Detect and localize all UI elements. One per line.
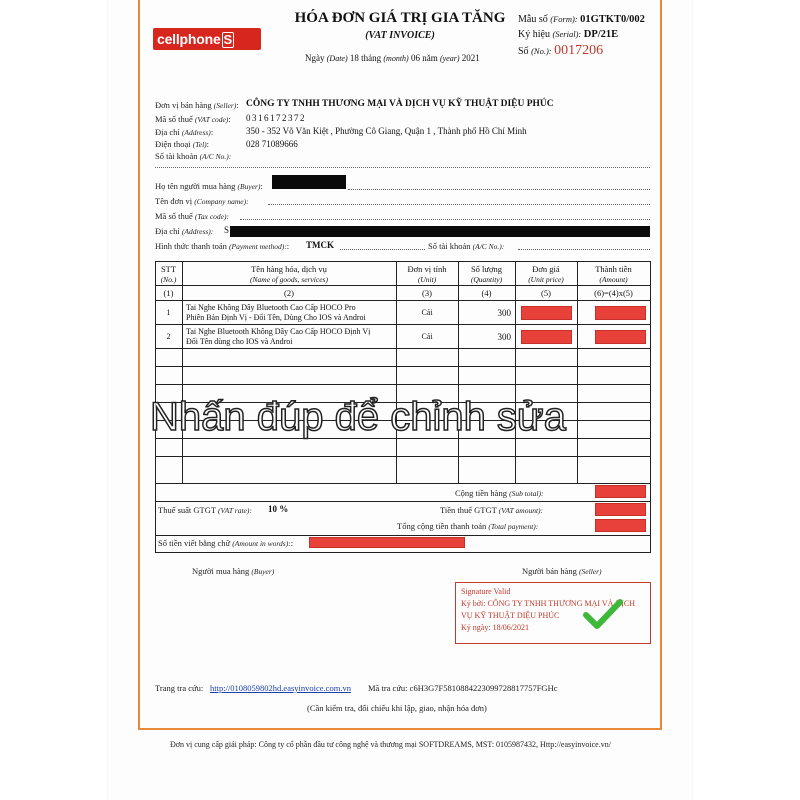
col-index: (4) <box>481 288 492 298</box>
col-index: (5) <box>541 288 551 298</box>
buyer-address-redaction <box>230 226 650 237</box>
row-2-no: 2 <box>166 332 171 341</box>
fill-line <box>518 249 650 250</box>
row-1-unit: Cái <box>421 308 433 317</box>
seller-address: 350 - 352 Võ Văn Kiệt , Phường Cô Giang, Quận 1 , Thành phố Hồ Chí Minh <box>246 126 527 136</box>
col-header-no: STT (No.) <box>160 264 177 284</box>
invoice-date: Ngày (Date) 18 tháng (month) 06 năm (year) 2021 <box>305 53 480 63</box>
row-2-unit: Cái <box>421 332 433 341</box>
seller-name-label: Đơn vị bán hàng (Seller): <box>155 100 239 110</box>
amount-in-words-label: Số tiền viết bằng chữ (Amount in words):: <box>158 538 294 548</box>
row-1-no: 1 <box>166 308 171 317</box>
buyer-address-label: Địa chỉ (Address): <box>155 226 214 236</box>
payment-method-label: Hình thức thanh toán (Payment method):: <box>155 241 290 251</box>
row-1-name-line1: Tai Nghe Không Dây Bluetooth Cao Cấp HOCO Pro <box>186 303 356 312</box>
seller-account-label: Số tài khoản (A/C No.): <box>155 151 232 161</box>
fill-line <box>348 189 650 190</box>
buyer-name-redaction <box>272 175 346 189</box>
signed-by-line: Ký bởi: CÔNG TY TNHH THƯƠNG MẠI VÀ DỊCH <box>461 599 635 608</box>
row-1-name-line2: Phiên Bản Định Vị - Đổi Tên, Dùng Cho IOS và Androi <box>186 313 366 322</box>
subtotal-redaction <box>595 485 646 498</box>
row-1-amount-redaction <box>595 306 646 320</box>
row-2-qty: 300 <box>497 332 511 342</box>
total-payment-redaction <box>595 519 646 532</box>
row-2-amount-redaction <box>595 330 646 344</box>
col-index: (2) <box>284 288 294 298</box>
fill-line <box>268 204 650 205</box>
row-2-name-line1: Tai Nghe Bluetooth Không Dây Cao Cấp HOCO Định Vị <box>186 327 371 336</box>
form-number: Mẫu số (Form): 01GTKT0/002 <box>518 14 645 25</box>
amount-in-words-redaction <box>309 537 465 548</box>
buyer-address-prefix: S <box>224 225 230 235</box>
check-mark-icon <box>583 598 623 630</box>
row-2-price-redaction <box>521 330 572 344</box>
seller-address-label: Địa chỉ (Address): <box>155 127 214 137</box>
lookup-url-link[interactable]: http://0108059802hd.easyinvoice.com.vn <box>210 683 351 693</box>
vat-rate-label: Thuế suất GTGT (VAT rate): <box>158 505 252 515</box>
row-2-name-line2: Đổi Tên dùng cho IOS và Androi <box>186 337 293 346</box>
vat-rate: 10 % <box>268 504 289 514</box>
lookup-page-label: Trang tra cứu: <box>155 683 204 693</box>
lookup-code: Mã tra cứu: c6H3G7F5810884223099728817757FGHc <box>368 683 558 693</box>
invoice-number: Số (No.): 0017206 <box>518 43 604 58</box>
col-index: (6)=(4)x(5) <box>594 288 633 298</box>
col-header-name: Tên hàng hóa, dịch vụ (Name of goods, services) <box>250 264 328 284</box>
col-header-unit: Đơn vị tính (Unit) <box>407 264 447 284</box>
row-1-price-redaction <box>521 306 572 320</box>
vat-amount-label: Tiền thuế GTGT (VAT amount): <box>440 505 544 515</box>
col-header-price: Đơn giá (Unit price) <box>528 264 564 284</box>
cellphones-logo: cellphone S <box>153 28 261 50</box>
seller-signature-label: Người bán hàng (Seller) <box>522 566 602 576</box>
seller-name: CÔNG TY TNHH THƯƠNG MẠI VÀ DỊCH VỤ KỸ THUẬT DIỆU PHÚC <box>246 99 554 109</box>
fill-line <box>340 249 425 250</box>
sign-date-line: Ký ngày: 18/06/2021 <box>461 623 530 632</box>
vat-amount-redaction <box>595 503 646 516</box>
separator <box>155 167 650 168</box>
payment-method: TMCK <box>306 240 334 250</box>
col-header-amount: Thành tiền (Amount) <box>595 264 632 284</box>
buyer-name-label: Họ tên người mua hàng (Buyer): <box>155 181 263 191</box>
row-1-qty: 300 <box>497 308 511 318</box>
col-index: (3) <box>422 288 432 298</box>
company-label: Tên đơn vị (Company name): <box>155 196 249 206</box>
col-index: (1) <box>163 288 174 298</box>
buyer-signature-label: Người mua hàng (Buyer) <box>192 566 275 576</box>
buyer-account-label: Số tài khoản (A/C No.): <box>428 241 505 251</box>
seller-phone: 028 71089666 <box>246 139 298 149</box>
seller-tax-label: Mã số thuế (VAT code): <box>155 114 231 124</box>
invoice-title: HÓA ĐƠN GIÁ TRỊ GIA TĂNG <box>294 10 506 26</box>
fill-line <box>240 219 650 220</box>
signature-valid-title: Signature Valid <box>461 587 511 596</box>
seller-tax-code: 0316172372 <box>246 113 306 123</box>
solution-provider: Đơn vị cung cấp giải pháp: Công ty cổ phần đầu tư công nghệ và thương mại SOFTDREAMS, MST: 0105987432, Http://easyinvoice.vn/ <box>170 740 611 749</box>
signed-by-line-2: VỤ KỸ THUẬT DIỆU PHÚC <box>461 611 560 620</box>
subtotal-label: Cộng tiền hàng (Sub total): <box>455 488 544 498</box>
seller-phone-label: Điện thoại (Tel): <box>155 139 210 149</box>
invoice-subtitle: (VAT INVOICE) <box>365 30 435 41</box>
total-payment-label: Tổng cộng tiền thanh toán (Total payment): <box>397 521 539 531</box>
edit-hint-overlay[interactable]: Nhấn đúp để chỉnh sửa <box>150 395 566 439</box>
serial-number: Ký hiệu (Serial): DP/21E <box>518 29 619 40</box>
verification-note: (Cần kiểm tra, đối chiếu khi lập, giao, nhận hóa đơn) <box>307 703 487 713</box>
buyer-tax-label: Mã số thuế (Tax code): <box>155 211 229 221</box>
col-header-qty: Số lượng (Quantity) <box>470 264 503 284</box>
